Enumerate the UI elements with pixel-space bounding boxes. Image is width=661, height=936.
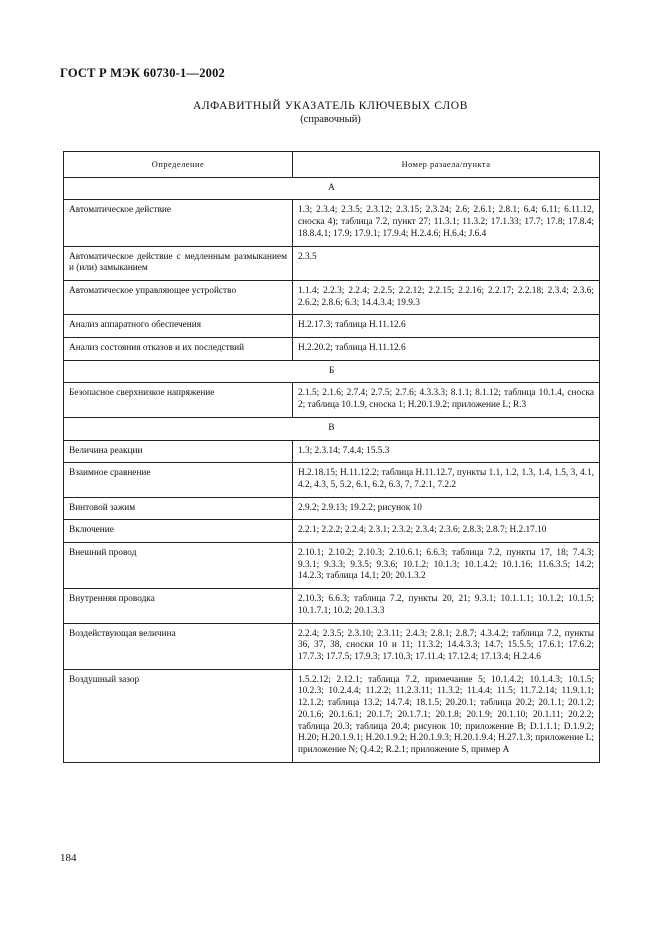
index-term: Внутренняя проводка — [64, 589, 293, 623]
table-row — [64, 383, 600, 417]
index-term: Безопасное сверхнизкое напряжение — [64, 383, 293, 417]
index-term: Воздействующая величина — [64, 623, 293, 669]
section-letter: Б — [64, 360, 600, 383]
index-term: Включение — [64, 520, 293, 543]
index-references: 1.3; 2.3.4; 2.3.5; 2.3.12; 2.3.15; 2.3.24; 2.6; 2.6.1; 2.8.1; 6.4; 6.11; 6.11.12, сноска 4); таблица 7.2, пункт 27; 11.3.1; 11.3.2; 17.1.33; 17.7; 17.8; 17.8.4; 18.8.4.1; 17.9; 17.9.1; 17.9.4; H.2.4.6; H.6.4; J.6.4 — [293, 200, 600, 246]
table-header-row — [64, 152, 600, 178]
page-subtitle: (справочный) — [300, 114, 361, 125]
index-references: 2.2.1; 2.2.2; 2.2.4; 2.3.1; 2.3.2; 2.3.4; 2.3.6; 2.8.3; 2.8.7; H.2.17.10 — [293, 520, 600, 543]
table-row — [64, 497, 600, 520]
table-row — [64, 246, 600, 280]
table-row — [64, 200, 600, 246]
table-row — [64, 280, 600, 314]
index-references: 2.10.1; 2.10.2; 2.10.3; 2.10.6.1; 6.6.3; таблица 7.2, пункты 17, 18; 7.4.3; 9.3.1; 9.3.3; 9.3.5; 9.3.6; 10.1.2; 10.1.3; 10.1.4.2; 10.1.16; 11.6.3.5; 14.2; 14.2.3; таблица 14.1; 20; 20.1.3.2 — [293, 543, 600, 589]
index-term: Внешний провод — [64, 543, 293, 589]
index-term: Величина реакции — [64, 440, 293, 463]
index-term: Автоматическое управляющее устройство — [64, 280, 293, 314]
index-references: 2.2.4; 2.3.5; 2.3.10; 2.3.11; 2.4.3; 2.8.1; 2.8.7; 4.3.4.2; таблица 7.2, пункты 36, 37, 38, сноски 10 и 11; 11.3.2; 14.4.3.3; 14.7; 15.5.5; 17.6.1; 17.6.2; 17.7.3; 17.7.5; 17.9.3; 17.10.3; 17.11.4; 17.12.4; 17.13.4; H.2.4.6 — [293, 623, 600, 669]
index-references: H.2.17.3; таблица H.11.12.6 — [293, 315, 600, 338]
table-row — [64, 589, 600, 623]
table-row — [64, 338, 600, 361]
table-row — [64, 440, 600, 463]
column-header-term: Определение — [64, 152, 293, 178]
index-term: Анализ состояния отказов и их последствий — [64, 338, 293, 361]
index-references: H.2.20.2; таблица H.11.12.6 — [293, 338, 600, 361]
section-letter-row — [64, 360, 600, 383]
index-term: Автоматическое действие — [64, 200, 293, 246]
table-row — [64, 543, 600, 589]
table-body — [64, 177, 600, 762]
index-term: Автоматическое действие с медленным размыканием и (или) замыканием — [64, 246, 293, 280]
index-references: 2.9.2; 2.9.13; 19.2.2; рисунок 10 — [293, 497, 600, 520]
index-references: 1.5.2.12; 2.12.1; таблица 7.2, примечание 5; 10.1.4.2; 10.1.4.3; 10.1.5; 10.2.3; 10.2.4.4; 11.2.2; 11.2.3.11; 11.3.2; 11.4.4; 11.5; 11.7.2.14; 11.9.1.1; 12.1.2; таблица 13.2; 14.7.4; 18.1.5; 20.20.1; таблица 20.2; 20.1.1; 20.1.2; 20.1.6; 20.1.6.1; 20.1.7; 20.1.7.1; 20.1.8; 20.1.9; 20.1.10; 20.1.11; 20.2.2; таблица 20.3; таблица 20.4; рисунок 10; приложение B; D.1.1.1; D.1.9.2; H.20; H.20.1.9.1; H.20.1.9.2; H.20.1.9.3; H.20.1.9.4; H.27.1.3; приложение L; приложение N; Q.4.2; R.2.1; приложение S, пример A — [293, 669, 600, 762]
standard-designation: ГОСТ Р МЭК 60730-1—2002 — [60, 66, 225, 80]
index-term: Винтовой зажим — [64, 497, 293, 520]
index-references: H.2.18.15; H.11.12.2; таблица H.11.12.7, пункты 1.1, 1.2, 1.3, 1.4, 1.5, 3, 4.1, 4.2, 4.3, 5, 5.2, 6.1, 6.2, 6.3, 7, 7.2.1, 7.2.2 — [293, 463, 600, 497]
column-header-refs: Номер разаела/пункта — [293, 152, 600, 178]
section-letter-row — [64, 417, 600, 440]
section-letter-row — [64, 177, 600, 200]
keyword-index-table — [63, 151, 600, 763]
index-term: Воздушный зазор — [64, 669, 293, 762]
page-number: 184 — [60, 852, 77, 864]
table-row — [64, 315, 600, 338]
table-row — [64, 520, 600, 543]
index-term: Анализ аппаратного обеспечения — [64, 315, 293, 338]
table-row — [64, 669, 600, 762]
index-references: 1.3; 2.3.14; 7.4.4; 15.5.3 — [293, 440, 600, 463]
section-letter: А — [64, 177, 600, 200]
index-references: 2.10.3; 6.6.3; таблица 7.2, пункты 20, 21; 9.3.1; 10.1.1.1; 10.1.2; 10.1.5; 10.1.7.1; 10.2; 20.1.3.3 — [293, 589, 600, 623]
index-references: 2.1.5; 2.1.6; 2.7.4; 2.7.5; 2.7.6; 4.3.3.3; 8.1.1; 8.1.12; таблица 10.1.4, сноска 2; таблица 10.1.9, сноска 1; H.20.1.9.2; приложение L; R.3 — [293, 383, 600, 417]
index-references: 2.3.5 — [293, 246, 600, 280]
table-row — [64, 463, 600, 497]
section-letter: В — [64, 417, 600, 440]
index-term: Взаимное сравнение — [64, 463, 293, 497]
page-title: АЛФАВИТНЫЙ УКАЗАТЕЛЬ КЛЮЧЕВЫХ СЛОВ — [193, 100, 468, 112]
table-row — [64, 623, 600, 669]
index-references: 1.1.4; 2.2.3; 2.2.4; 2.2.5; 2.2.12; 2.2.15; 2.2.16; 2.2.17; 2.2.18; 2.3.4; 2.3.6; 2.6.2; 2.8.6; 6.3; 14.4.3.4; 19.9.3 — [293, 280, 600, 314]
